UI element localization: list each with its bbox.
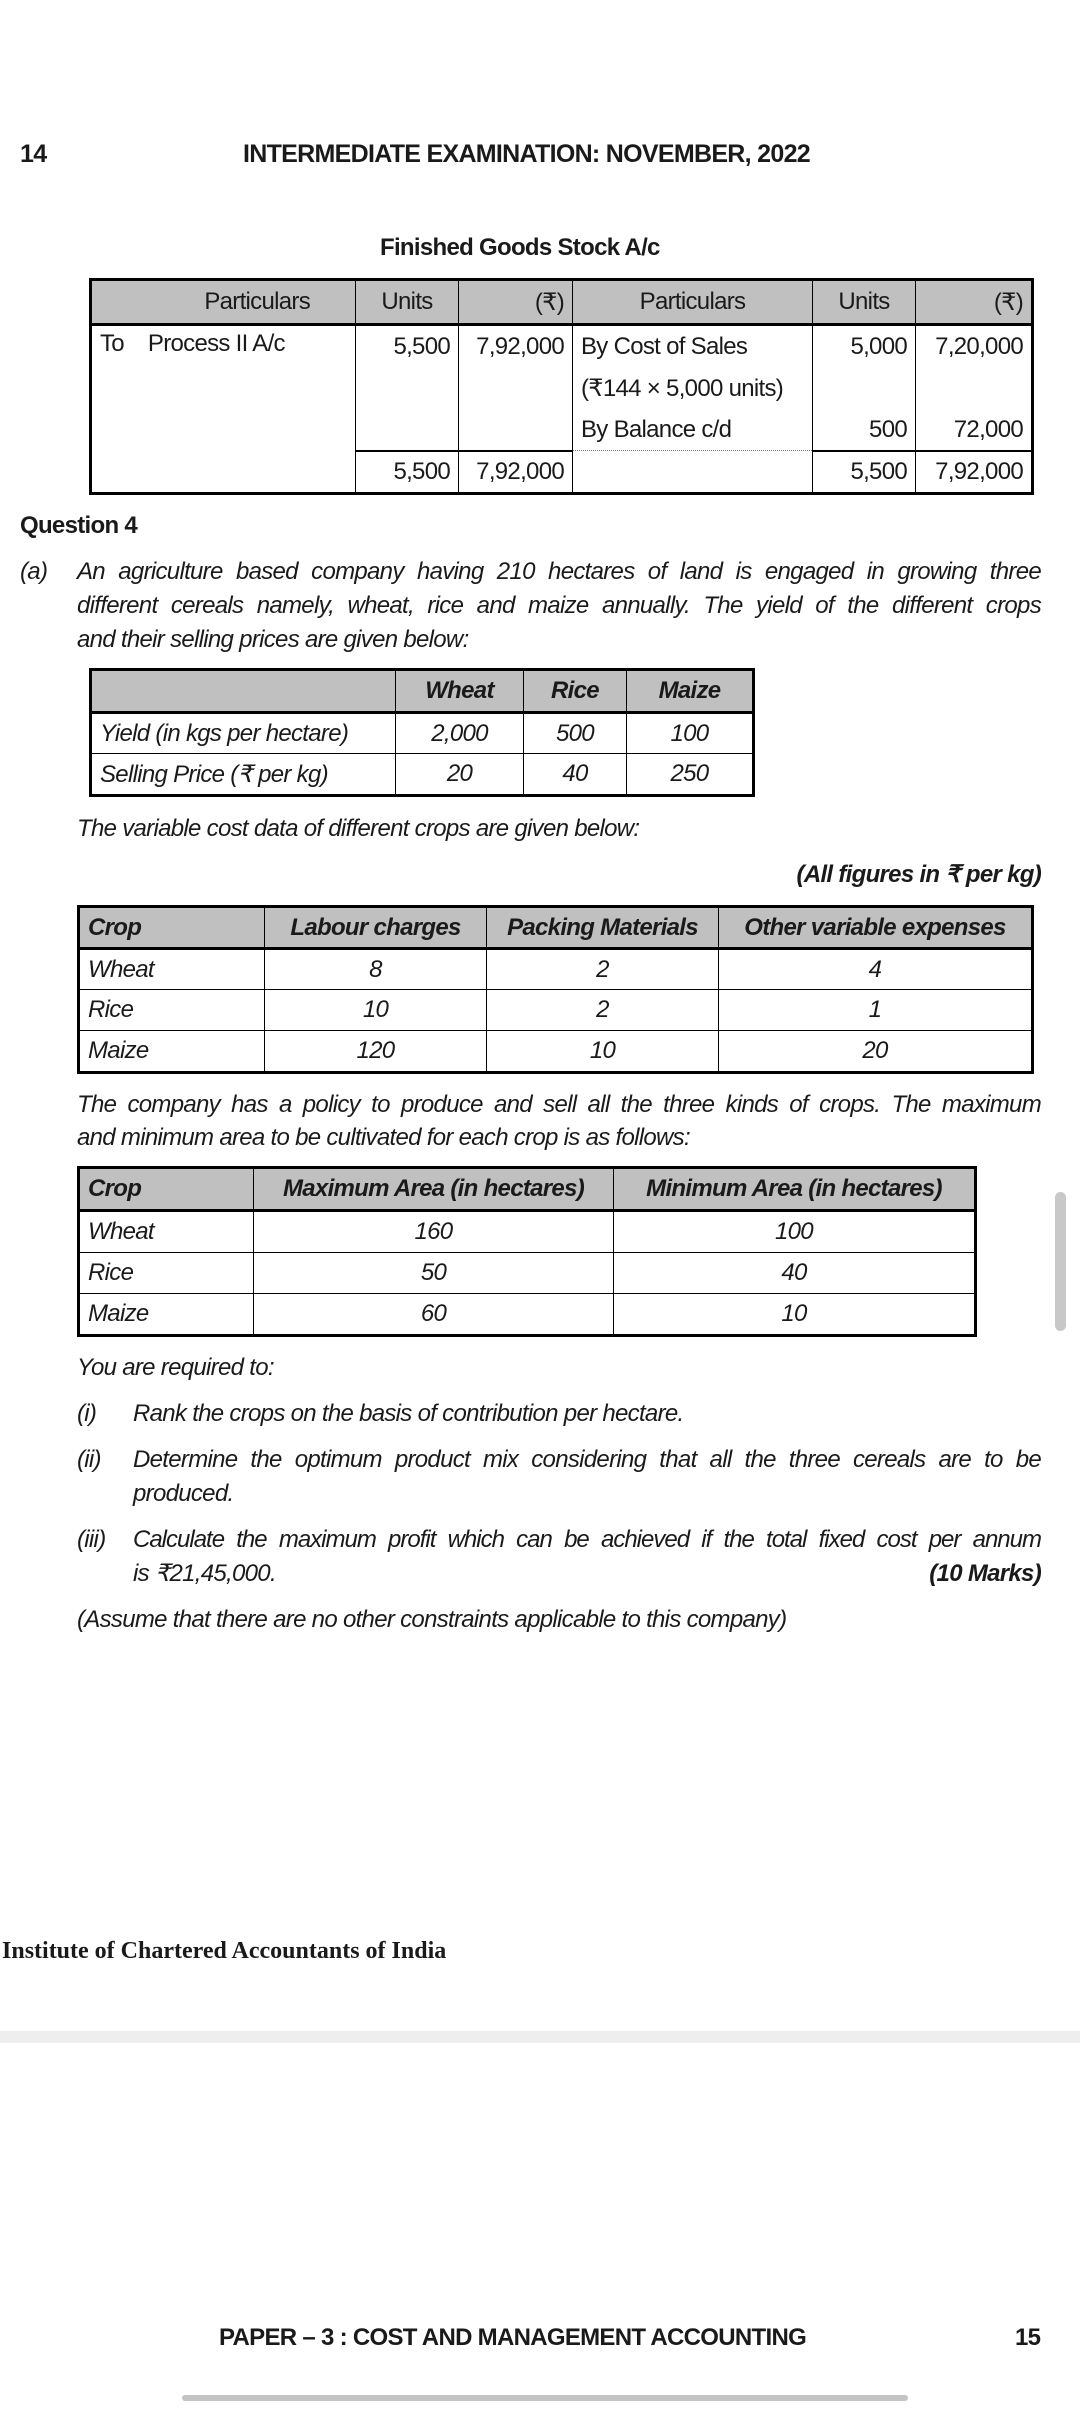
page-number: 14	[20, 140, 47, 168]
account-title: Finished Goods Stock A/c	[380, 234, 660, 261]
cell: 100	[614, 1211, 976, 1253]
cell: 500	[813, 410, 916, 451]
task-number: (i)	[77, 1400, 97, 1427]
gesture-bar[interactable]	[182, 2395, 908, 2401]
cell: Rice	[79, 990, 265, 1031]
header-cell: Units	[356, 280, 459, 325]
header-cell: (₹)	[916, 280, 1033, 325]
cell: By Cost of Sales	[573, 325, 813, 368]
page-number: 15	[1015, 2324, 1041, 2351]
units-note: (All figures in ₹ per kg)	[796, 861, 1041, 888]
variable-cost-intro: The variable cost data of different crops are given below:	[77, 815, 640, 842]
cell: 60	[254, 1294, 614, 1336]
header-cell: Rice	[524, 670, 627, 713]
cell: Maize	[79, 1031, 265, 1073]
cell: 5,000	[813, 325, 916, 368]
variable-cost-table	[77, 905, 1034, 1074]
cell: 8	[265, 949, 487, 990]
area-table	[77, 1166, 977, 1337]
cell	[459, 368, 573, 410]
cell: Rice	[79, 1253, 254, 1294]
cell: 40	[524, 754, 627, 796]
task-number: (iii)	[77, 1526, 106, 1553]
cell: Yield (in kgs per hectare)	[91, 713, 396, 754]
header-cell: Particulars	[91, 280, 356, 325]
cell	[916, 368, 1033, 410]
cell: 7,20,000	[916, 325, 1033, 368]
cell: 4	[719, 949, 1033, 990]
cell: 2	[487, 949, 719, 990]
cell: 40	[614, 1253, 976, 1294]
to-label: To	[100, 330, 124, 357]
header-cell: Minimum Area (in hectares)	[614, 1168, 976, 1211]
cell: 10	[265, 990, 487, 1031]
task-number: (ii)	[77, 1446, 101, 1473]
finished-goods-account-table	[89, 278, 1034, 495]
left-particular: Process II A/c	[147, 330, 285, 357]
cell: 10	[487, 1031, 719, 1073]
page-separator	[0, 2031, 1080, 2043]
header-cell	[91, 670, 396, 713]
question-label: Question 4	[20, 512, 138, 539]
policy-line: The company has a policy to produce and sell all the three kinds of crops. The maximum	[77, 1091, 1041, 1118]
page-header-title: INTERMEDIATE EXAMINATION: NOVEMBER, 2022	[243, 140, 810, 168]
marks-label: (10 Marks)	[929, 1560, 1041, 1587]
paper-footer: PAPER – 3 : COST AND MANAGEMENT ACCOUNTING	[219, 2324, 807, 2351]
table-row	[79, 1294, 976, 1336]
scrollbar-thumb[interactable]	[1055, 1192, 1066, 1331]
cell: 500	[524, 713, 627, 754]
table-row	[91, 754, 754, 796]
header-cell: Labour charges	[265, 907, 487, 949]
cell: 7,92,000	[916, 451, 1033, 494]
cell	[356, 410, 459, 451]
header-cell: (₹)	[459, 280, 573, 325]
cell: 120	[265, 1031, 487, 1073]
cell: 7,92,000	[459, 325, 573, 368]
cell	[459, 410, 573, 451]
cell: 2	[487, 990, 719, 1031]
header-cell: Maximum Area (in hectares)	[254, 1168, 614, 1211]
assumption-note: (Assume that there are no other constraints applicable to this company)	[77, 1606, 787, 1633]
cell: 20	[396, 754, 524, 796]
header-cell: Packing Materials	[487, 907, 719, 949]
header-cell: Other variable expenses	[719, 907, 1033, 949]
cell: 1	[719, 990, 1033, 1031]
table-row	[79, 1253, 976, 1294]
cell: 2,000	[396, 713, 524, 754]
cell: Wheat	[79, 1211, 254, 1253]
cell: Maize	[79, 1294, 254, 1336]
table-header-row	[79, 907, 1033, 949]
table-row	[79, 1211, 976, 1253]
required-intro: You are required to:	[77, 1354, 274, 1381]
task-line: is ₹21,45,000.	[133, 1560, 276, 1587]
cell: 5,500	[356, 325, 459, 368]
header-cell: Units	[813, 280, 916, 325]
header-cell: Particulars	[573, 280, 813, 325]
cell: 5,500	[356, 451, 459, 494]
header-cell: Crop	[79, 907, 265, 949]
intro-line: and their selling prices are given below:	[77, 626, 469, 653]
table-row	[91, 713, 754, 754]
cell: 20	[719, 1031, 1033, 1073]
task-line: Rank the crops on the basis of contribution per hectare.	[133, 1400, 684, 1427]
cell	[813, 368, 916, 410]
cell: 5,500	[813, 451, 916, 494]
cell: (₹144 × 5,000 units)	[573, 368, 813, 410]
table-row	[79, 1031, 1033, 1073]
header-cell: Maize	[627, 670, 754, 713]
cell: By Balance c/d	[573, 410, 813, 451]
table-row	[79, 949, 1033, 990]
header-cell: Wheat	[396, 670, 524, 713]
cell	[356, 368, 459, 410]
cell: 72,000	[916, 410, 1033, 451]
cell: 250	[627, 754, 754, 796]
task-line: produced.	[133, 1480, 234, 1507]
cell: 10	[614, 1294, 976, 1336]
left-particular-cell	[91, 325, 356, 494]
policy-line: and minimum area to be cultivated for each crop is as follows:	[77, 1124, 690, 1151]
intro-line: An agriculture based company having 210 hectares of land is engaged in growing three	[77, 558, 1041, 585]
cell: 160	[254, 1211, 614, 1253]
cell: Wheat	[79, 949, 265, 990]
cell: 7,92,000	[459, 451, 573, 494]
table-row	[79, 990, 1033, 1031]
intro-line: different cereals namely, wheat, rice and maize annually. The yield of the different crops	[77, 592, 1041, 619]
institute-footer: Institute of Chartered Accountants of India	[2, 1938, 447, 1964]
crops-yield-table	[89, 668, 755, 797]
cell: Selling Price (₹ per kg)	[91, 754, 396, 796]
table-header-row	[91, 280, 1033, 325]
task-line: Determine the optimum product mix considering that all the three cereals are to be	[133, 1446, 1041, 1473]
table-header-row	[91, 670, 754, 713]
cell	[573, 451, 813, 494]
header-cell: Crop	[79, 1168, 254, 1211]
task-line: Calculate the maximum profit which can be achieved if the total fixed cost per annum	[133, 1526, 1041, 1553]
table-header-row	[79, 1168, 976, 1211]
cell: 50	[254, 1253, 614, 1294]
part-label: (a)	[20, 558, 48, 585]
cell: 100	[627, 713, 754, 754]
table-row	[91, 325, 1033, 368]
